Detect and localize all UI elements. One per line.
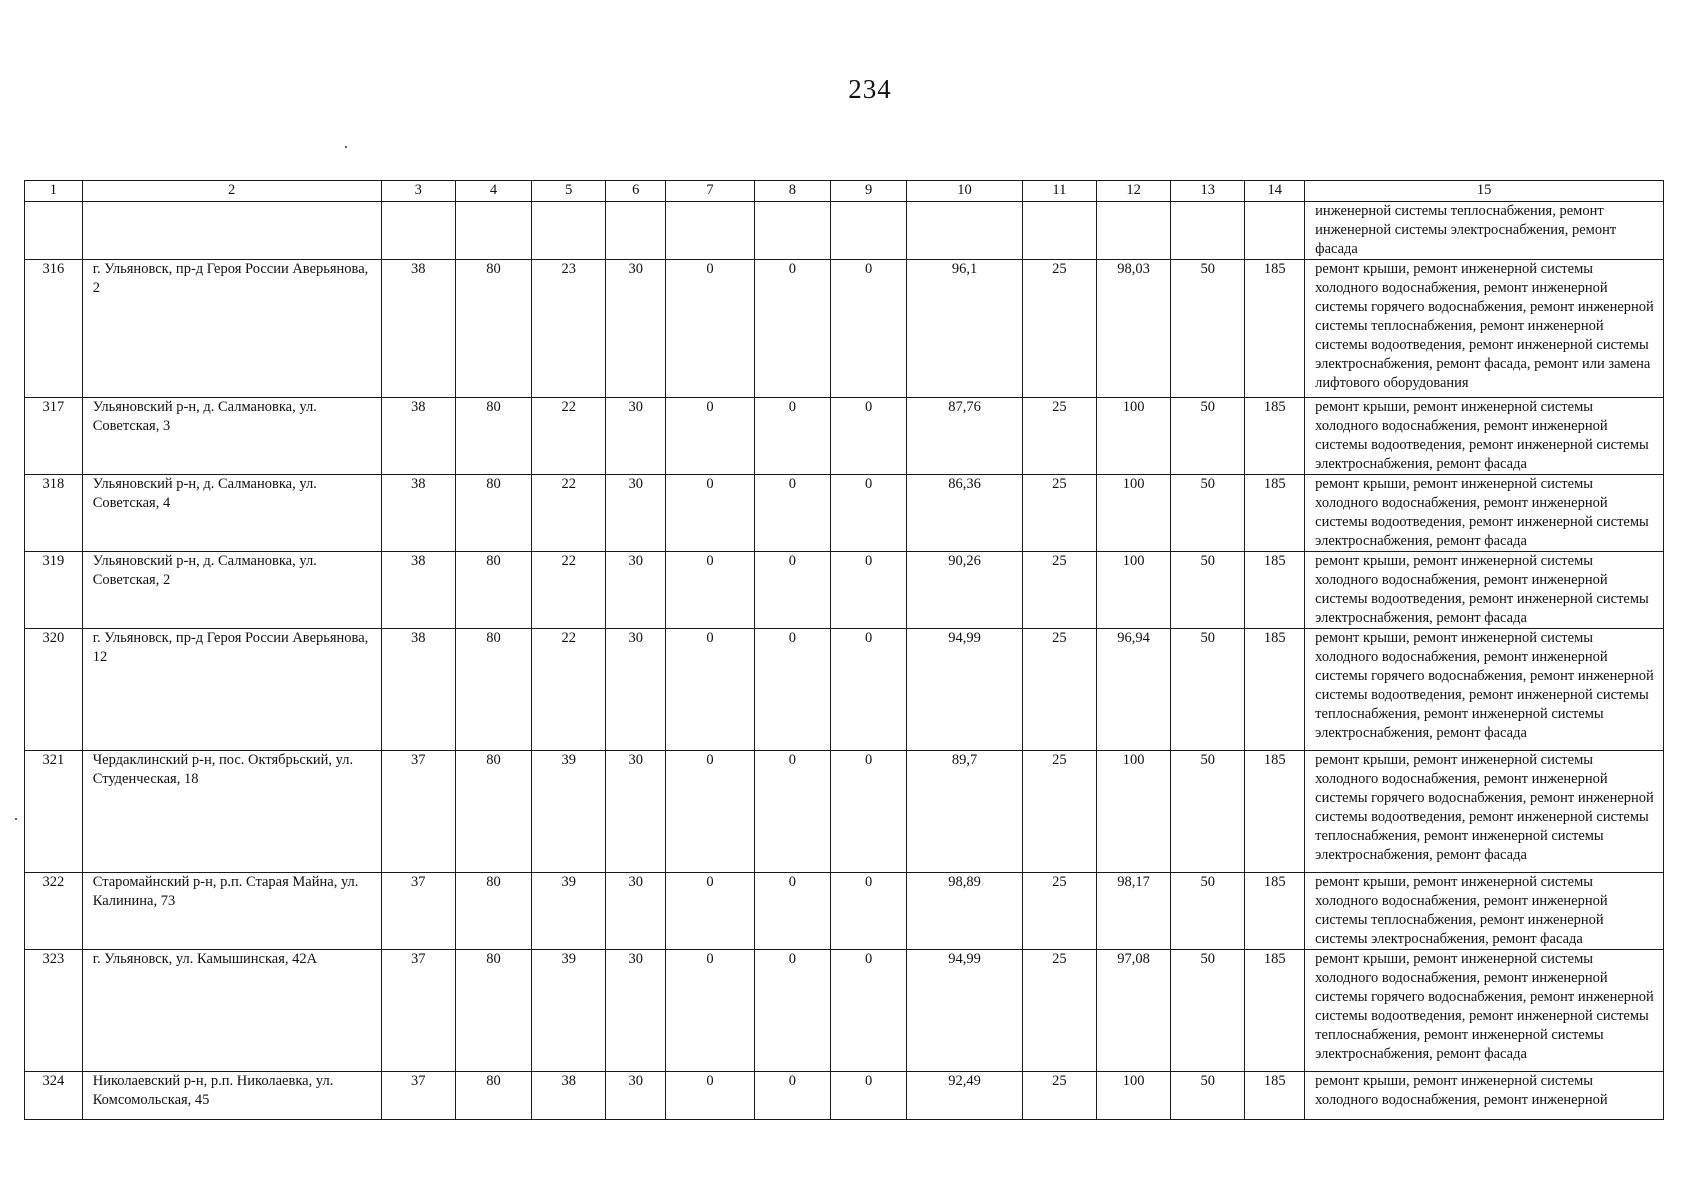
col-13-value: 50 xyxy=(1171,552,1245,629)
col-4-value: 80 xyxy=(455,751,531,873)
col-8-value: 0 xyxy=(754,398,830,475)
column-number-9: 9 xyxy=(831,181,907,202)
col-9-value: 0 xyxy=(831,873,907,950)
col-4-value: 80 xyxy=(455,398,531,475)
col-3-value: 38 xyxy=(381,629,455,751)
column-number-header-row xyxy=(25,181,1664,202)
col-9-value: 0 xyxy=(831,629,907,751)
repair-works: ремонт крыши, ремонт инженерной системы холодного водоснабжения, ремонт инженерной системы горячего водоснабжения, ремонт инженерной системы водоотведения, ремонт инженерной системы теплоснабжения, ремонт инженерной системы электроснабжения, ремонт фасада xyxy=(1305,751,1664,873)
col-11-value: 25 xyxy=(1022,552,1096,629)
table-row xyxy=(25,1072,1664,1120)
col-4-value: 80 xyxy=(455,260,531,398)
col-13-value: 50 xyxy=(1171,398,1245,475)
col-6-value: 30 xyxy=(606,950,666,1072)
address: г. Ульяновск, пр-д Героя России Аверьянова, 2 xyxy=(82,260,381,398)
col-13-value xyxy=(1171,202,1245,260)
col-10-value: 92,49 xyxy=(907,1072,1022,1120)
col-3-value: 38 xyxy=(381,260,455,398)
column-number-10: 10 xyxy=(907,181,1022,202)
repair-works: ремонт крыши, ремонт инженерной системы холодного водоснабжения, ремонт инженерной системы горячего водоснабжения, ремонт инженерной системы теплоснабжения, ремонт инженерной системы водоотведения, ремонт инженерной системы электроснабжения, ремонт фасада, ремонт или замена лифтового оборудования xyxy=(1305,260,1664,398)
repair-works: ремонт крыши, ремонт инженерной системы холодного водоснабжения, ремонт инженерной системы горячего водоснабжения, ремонт инженерной системы водоотведения, ремонт инженерной системы теплоснабжения, ремонт инженерной системы электроснабжения, ремонт фасада xyxy=(1305,629,1664,751)
col-8-value: 0 xyxy=(754,1072,830,1120)
col-6-value: 30 xyxy=(606,552,666,629)
col-6-value xyxy=(606,202,666,260)
col-7-value: 0 xyxy=(666,873,755,950)
col-8-value: 0 xyxy=(754,950,830,1072)
col-12-value: 100 xyxy=(1096,751,1170,873)
col-12-value: 98,03 xyxy=(1096,260,1170,398)
row-number: 321 xyxy=(25,751,83,873)
col-11-value: 25 xyxy=(1022,629,1096,751)
col-9-value: 0 xyxy=(831,398,907,475)
register-table-body xyxy=(25,202,1664,1120)
table-row xyxy=(25,873,1664,950)
col-5-value: 22 xyxy=(532,552,606,629)
repair-works: инженерной системы теплоснабжения, ремонт инженерной системы электроснабжения, ремонт фасада xyxy=(1305,202,1664,260)
col-8-value: 0 xyxy=(754,629,830,751)
register-table xyxy=(24,180,1664,1120)
col-6-value: 30 xyxy=(606,260,666,398)
col-13-value: 50 xyxy=(1171,950,1245,1072)
col-12-value: 98,17 xyxy=(1096,873,1170,950)
table-row xyxy=(25,552,1664,629)
col-10-value: 94,99 xyxy=(907,950,1022,1072)
col-4-value: 80 xyxy=(455,475,531,552)
col-9-value: 0 xyxy=(831,950,907,1072)
col-3-value: 37 xyxy=(381,873,455,950)
col-5-value: 39 xyxy=(532,873,606,950)
col-4-value: 80 xyxy=(455,629,531,751)
row-number: 323 xyxy=(25,950,83,1072)
col-3-value: 38 xyxy=(381,475,455,552)
column-number-5: 5 xyxy=(532,181,606,202)
col-4-value: 80 xyxy=(455,950,531,1072)
col-9-value: 0 xyxy=(831,552,907,629)
col-6-value: 30 xyxy=(606,751,666,873)
column-number-2: 2 xyxy=(82,181,381,202)
col-5-value xyxy=(532,202,606,260)
col-6-value: 30 xyxy=(606,398,666,475)
col-13-value: 50 xyxy=(1171,260,1245,398)
col-3-value xyxy=(381,202,455,260)
col-6-value: 30 xyxy=(606,475,666,552)
col-14-value: 185 xyxy=(1245,398,1305,475)
repair-works: ремонт крыши, ремонт инженерной системы холодного водоснабжения, ремонт инженерной системы горячего водоснабжения, ремонт инженерной системы водоотведения, ремонт инженерной системы теплоснабжения, ремонт инженерной системы электроснабжения, ремонт фасада xyxy=(1305,950,1664,1072)
address: Чердаклинский р-н, пос. Октябрьский, ул. Студенческая, 18 xyxy=(82,751,381,873)
col-8-value: 0 xyxy=(754,475,830,552)
col-12-value: 100 xyxy=(1096,475,1170,552)
col-12-value: 100 xyxy=(1096,398,1170,475)
col-11-value: 25 xyxy=(1022,751,1096,873)
col-5-value: 23 xyxy=(532,260,606,398)
col-11-value: 25 xyxy=(1022,398,1096,475)
col-8-value: 0 xyxy=(754,873,830,950)
table-row xyxy=(25,260,1664,398)
col-7-value xyxy=(666,202,755,260)
col-4-value: 80 xyxy=(455,1072,531,1120)
column-number-1: 1 xyxy=(25,181,83,202)
col-14-value: 185 xyxy=(1245,1072,1305,1120)
col-5-value: 38 xyxy=(532,1072,606,1120)
table-row xyxy=(25,202,1664,260)
column-number-6: 6 xyxy=(606,181,666,202)
col-7-value: 0 xyxy=(666,475,755,552)
column-number-12: 12 xyxy=(1096,181,1170,202)
col-12-value: 100 xyxy=(1096,552,1170,629)
col-11-value xyxy=(1022,202,1096,260)
col-12-value: 100 xyxy=(1096,1072,1170,1120)
col-9-value: 0 xyxy=(831,751,907,873)
table-row xyxy=(25,950,1664,1072)
col-13-value: 50 xyxy=(1171,873,1245,950)
table-row xyxy=(25,629,1664,751)
col-3-value: 38 xyxy=(381,398,455,475)
address: Ульяновский р-н, д. Салмановка, ул. Советская, 2 xyxy=(82,552,381,629)
col-8-value: 0 xyxy=(754,552,830,629)
row-number: 317 xyxy=(25,398,83,475)
row-number: 322 xyxy=(25,873,83,950)
col-11-value: 25 xyxy=(1022,475,1096,552)
col-6-value: 30 xyxy=(606,1072,666,1120)
col-4-value: 80 xyxy=(455,873,531,950)
col-14-value: 185 xyxy=(1245,950,1305,1072)
col-7-value: 0 xyxy=(666,950,755,1072)
address xyxy=(82,202,381,260)
col-14-value: 185 xyxy=(1245,260,1305,398)
col-10-value: 98,89 xyxy=(907,873,1022,950)
column-number-13: 13 xyxy=(1171,181,1245,202)
row-number: 320 xyxy=(25,629,83,751)
col-4-value xyxy=(455,202,531,260)
col-6-value: 30 xyxy=(606,873,666,950)
col-5-value: 22 xyxy=(532,475,606,552)
table-row xyxy=(25,751,1664,873)
col-10-value: 96,1 xyxy=(907,260,1022,398)
col-4-value: 80 xyxy=(455,552,531,629)
row-number: 319 xyxy=(25,552,83,629)
column-number-4: 4 xyxy=(455,181,531,202)
col-8-value: 0 xyxy=(754,260,830,398)
col-7-value: 0 xyxy=(666,1072,755,1120)
col-9-value: 0 xyxy=(831,1072,907,1120)
col-8-value xyxy=(754,202,830,260)
repair-works: ремонт крыши, ремонт инженерной системы холодного водоснабжения, ремонт инженерной системы водоотведения, ремонт инженерной системы электроснабжения, ремонт фасада xyxy=(1305,398,1664,475)
col-10-value xyxy=(907,202,1022,260)
col-7-value: 0 xyxy=(666,629,755,751)
scan-speck xyxy=(345,146,347,148)
col-14-value: 185 xyxy=(1245,751,1305,873)
col-10-value: 90,26 xyxy=(907,552,1022,629)
row-number: 318 xyxy=(25,475,83,552)
col-13-value: 50 xyxy=(1171,629,1245,751)
col-10-value: 89,7 xyxy=(907,751,1022,873)
col-3-value: 38 xyxy=(381,552,455,629)
address: Николаевский р-н, р.п. Николаевка, ул. Комсомольская, 45 xyxy=(82,1072,381,1120)
scan-speck xyxy=(15,818,17,820)
col-7-value: 0 xyxy=(666,552,755,629)
col-11-value: 25 xyxy=(1022,1072,1096,1120)
col-11-value: 25 xyxy=(1022,873,1096,950)
col-3-value: 37 xyxy=(381,751,455,873)
table-row xyxy=(25,398,1664,475)
repair-works: ремонт крыши, ремонт инженерной системы холодного водоснабжения, ремонт инженерной системы водоотведения, ремонт инженерной системы электроснабжения, ремонт фасада xyxy=(1305,475,1664,552)
repair-works: ремонт крыши, ремонт инженерной системы холодного водоснабжения, ремонт инженерной системы теплоснабжения, ремонт инженерной системы электроснабжения, ремонт фасада xyxy=(1305,873,1664,950)
address: Ульяновский р-н, д. Салмановка, ул. Советская, 4 xyxy=(82,475,381,552)
col-14-value xyxy=(1245,202,1305,260)
table-row xyxy=(25,475,1664,552)
column-number-14: 14 xyxy=(1245,181,1305,202)
col-9-value: 0 xyxy=(831,475,907,552)
column-number-15: 15 xyxy=(1305,181,1664,202)
col-5-value: 22 xyxy=(532,629,606,751)
col-5-value: 39 xyxy=(532,751,606,873)
col-5-value: 39 xyxy=(532,950,606,1072)
col-6-value: 30 xyxy=(606,629,666,751)
row-number: 316 xyxy=(25,260,83,398)
col-5-value: 22 xyxy=(532,398,606,475)
address: Ульяновский р-н, д. Салмановка, ул. Советская, 3 xyxy=(82,398,381,475)
col-13-value: 50 xyxy=(1171,475,1245,552)
col-14-value: 185 xyxy=(1245,475,1305,552)
column-number-7: 7 xyxy=(666,181,755,202)
col-14-value: 185 xyxy=(1245,873,1305,950)
page-number: 234 xyxy=(848,74,892,104)
col-10-value: 86,36 xyxy=(907,475,1022,552)
col-3-value: 37 xyxy=(381,950,455,1072)
col-10-value: 94,99 xyxy=(907,629,1022,751)
col-13-value: 50 xyxy=(1171,751,1245,873)
col-7-value: 0 xyxy=(666,260,755,398)
repair-works: ремонт крыши, ремонт инженерной системы холодного водоснабжения, ремонт инженерной xyxy=(1305,1072,1664,1120)
col-7-value: 0 xyxy=(666,398,755,475)
col-12-value xyxy=(1096,202,1170,260)
col-3-value: 37 xyxy=(381,1072,455,1120)
col-9-value xyxy=(831,202,907,260)
address: Старомайнский р-н, р.п. Старая Майна, ул. Калинина, 73 xyxy=(82,873,381,950)
col-7-value: 0 xyxy=(666,751,755,873)
col-10-value: 87,76 xyxy=(907,398,1022,475)
col-9-value: 0 xyxy=(831,260,907,398)
col-12-value: 97,08 xyxy=(1096,950,1170,1072)
col-14-value: 185 xyxy=(1245,629,1305,751)
column-number-8: 8 xyxy=(754,181,830,202)
col-12-value: 96,94 xyxy=(1096,629,1170,751)
col-11-value: 25 xyxy=(1022,260,1096,398)
row-number xyxy=(25,202,83,260)
address: г. Ульяновск, пр-д Героя России Аверьянова, 12 xyxy=(82,629,381,751)
row-number: 324 xyxy=(25,1072,83,1120)
repair-works: ремонт крыши, ремонт инженерной системы холодного водоснабжения, ремонт инженерной системы водоотведения, ремонт инженерной системы электроснабжения, ремонт фасада xyxy=(1305,552,1664,629)
col-14-value: 185 xyxy=(1245,552,1305,629)
address: г. Ульяновск, ул. Камышинская, 42А xyxy=(82,950,381,1072)
col-13-value: 50 xyxy=(1171,1072,1245,1120)
col-8-value: 0 xyxy=(754,751,830,873)
column-number-11: 11 xyxy=(1022,181,1096,202)
col-11-value: 25 xyxy=(1022,950,1096,1072)
column-number-3: 3 xyxy=(381,181,455,202)
